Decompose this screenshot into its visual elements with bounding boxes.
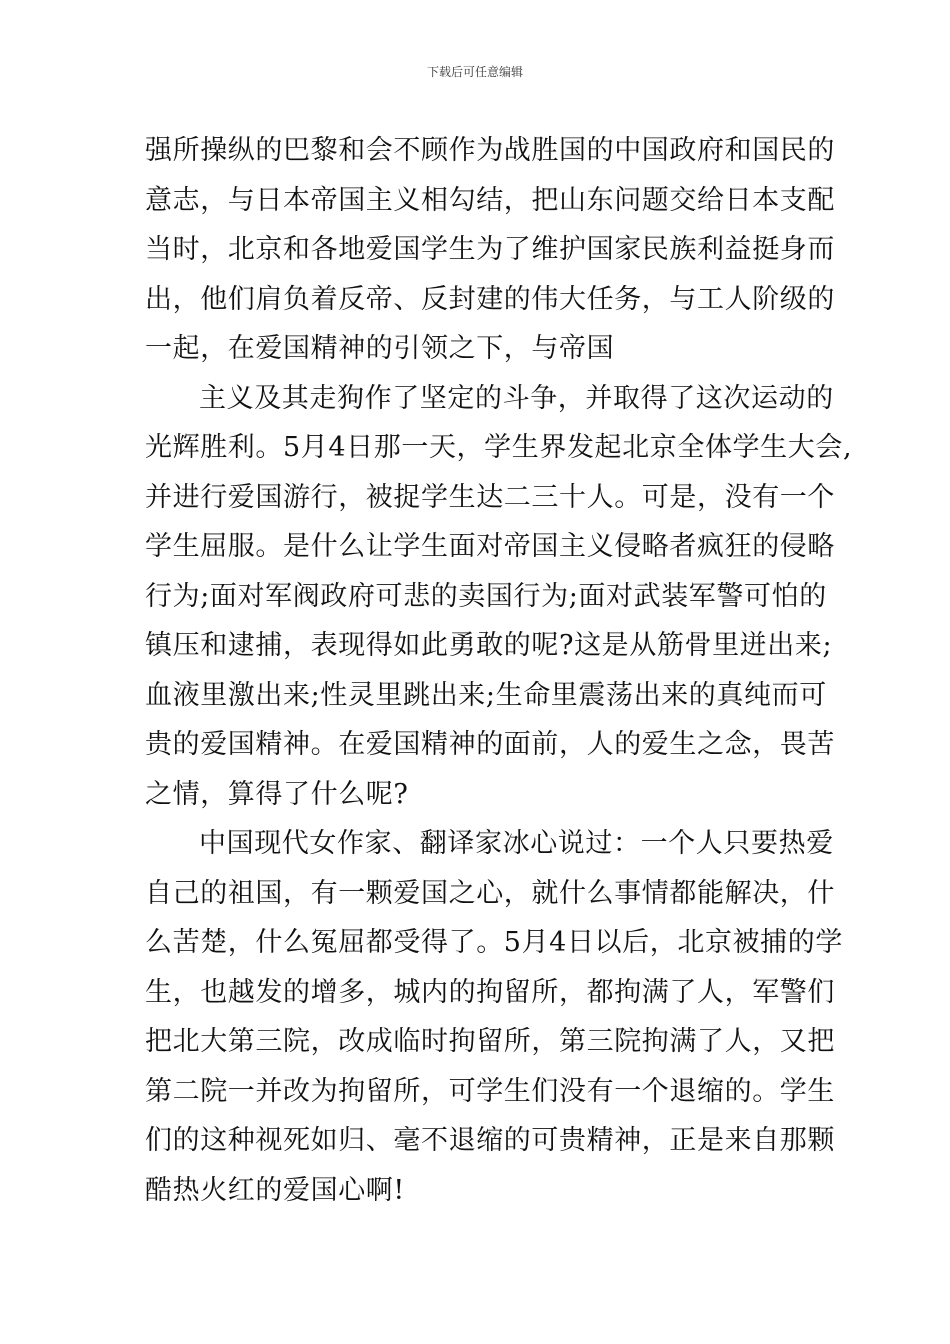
text-line: 们的这种视死如归、毫不退缩的可贵精神，正是来自那颗 bbox=[145, 1125, 835, 1156]
text-line: 之情，算得了什么呢? bbox=[145, 778, 409, 810]
page-header: 下载后可任意编辑 bbox=[426, 65, 523, 79]
text-line: 生，也越发的增多，城内的拘留所，都拘满了人，军警们 bbox=[145, 976, 835, 1008]
text-line: 第二院一并改为拘留所，可学生们没有一个退缩的。学生 bbox=[145, 1075, 835, 1107]
text-line: 并进行爱国游行，被捉学生达二三十人。可是，没有一个 bbox=[145, 481, 835, 513]
text-line: 强所操纵的巴黎和会不顾作为战胜国的中国政府和国民的 bbox=[145, 135, 835, 166]
text-line: 自己的祖国，有一颗爱国之心，就什么事情都能解决，什 bbox=[145, 877, 835, 909]
text-line: 么苦楚，什么冤屈都受得了。5月4日以后，北京被捕的学 bbox=[145, 927, 843, 958]
text-line: 当时，北京和各地爱国学生为了维护国家民族利益挺身而 bbox=[145, 234, 835, 265]
text-line: 贵的爱国精神。在爱国精神的面前，人的爱生之念，畏苦 bbox=[145, 729, 835, 760]
text-line: 光辉胜利。5月4日那一天，学生界发起北京全体学生大会, bbox=[145, 432, 853, 463]
document-body bbox=[145, 126, 853, 1215]
text-line: 出，他们肩负着反帝、反封建的伟大任务，与工人阶级的 bbox=[145, 283, 835, 315]
text-line: 一起，在爱国精神的引领之下，与帝国 bbox=[145, 333, 615, 364]
paragraph-first-line: 中国现代女作家、翻译家冰心说过：一个人只要热爱 bbox=[199, 828, 834, 859]
paragraph-first-line: 主义及其走狗作了坚定的斗争，并取得了这次运动的 bbox=[199, 382, 834, 414]
text-line: 行为;面对军阀政府可悲的卖国行为;面对武装军警可怕的 bbox=[145, 580, 827, 612]
text-line: 血液里激出来;性灵里跳出来;生命里震荡出来的真纯而可 bbox=[145, 679, 827, 711]
text-line: 意志，与日本帝国主义相勾结，把山东问题交给日本支配 bbox=[145, 184, 835, 216]
text-line: 学生屈服。是什么让学生面对帝国主义侵略者疯狂的侵略 bbox=[145, 531, 835, 562]
text-line: 镇压和逮捕，表现得如此勇敢的呢?这是从筋骨里迸出来; bbox=[145, 630, 833, 661]
text-line: 把北大第三院，改成临时拘留所，第三院拘满了人，又把 bbox=[145, 1026, 835, 1057]
text-line: 酷热火红的爱国心啊! bbox=[145, 1174, 405, 1206]
